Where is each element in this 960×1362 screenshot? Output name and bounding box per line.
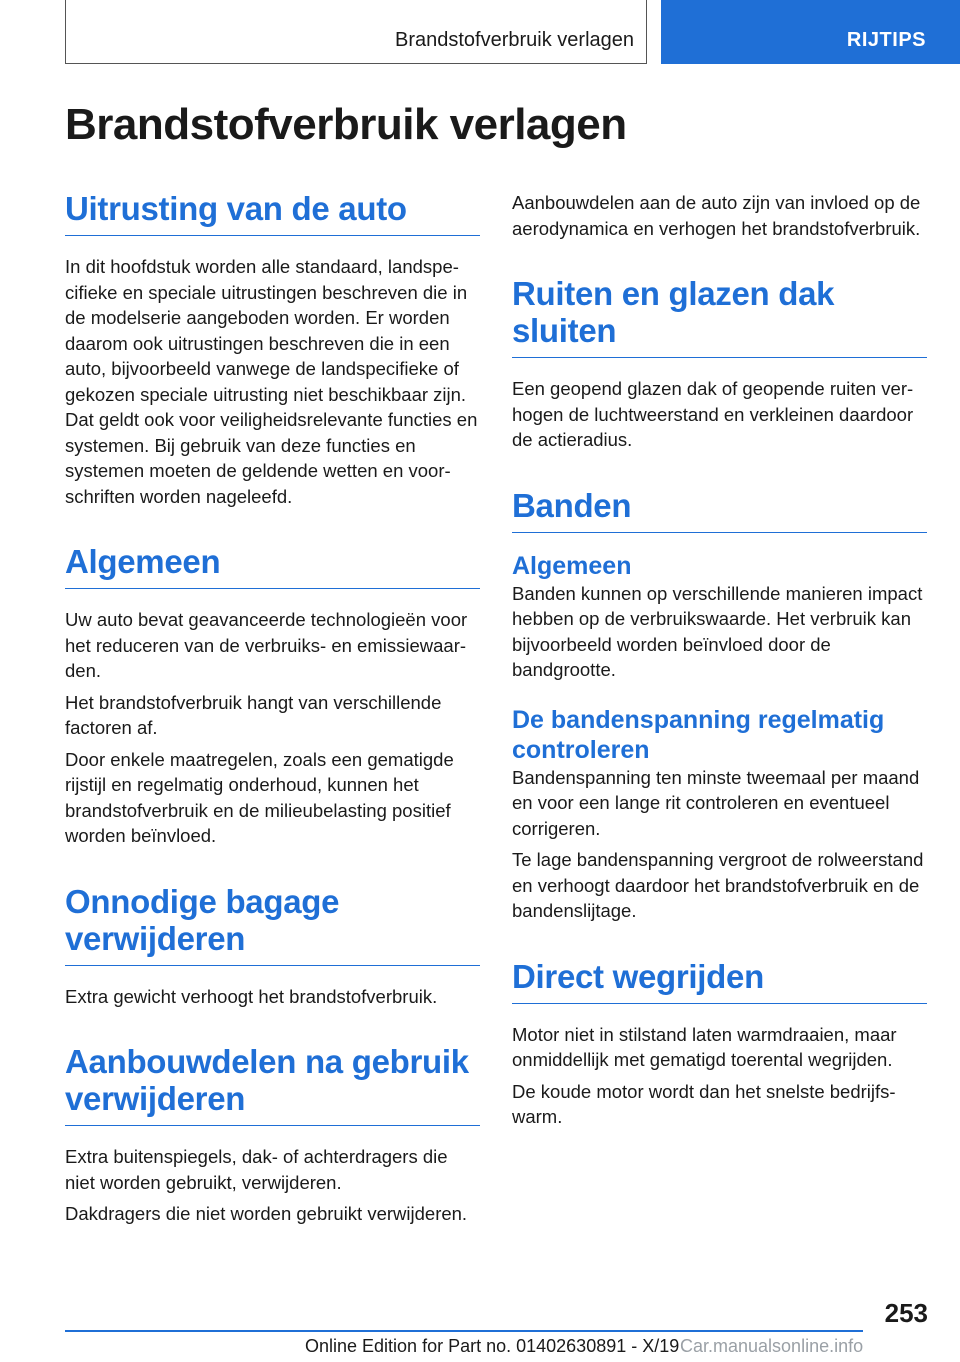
page-number: 253 bbox=[884, 1298, 928, 1328]
paragraph: Te lage bandenspanning vergroot de rolweerstand en verhoogt daardoor het brandstofverbruik en de bandenslijtage. bbox=[512, 849, 924, 921]
header-section-tab[interactable] bbox=[661, 0, 960, 64]
footer-edition-text: Online Edition for Part no. 01402630891 - X/19 bbox=[305, 1336, 680, 1356]
paragraph: De koude motor wordt dan het snelste bedrijfswarm. bbox=[512, 1080, 896, 1127]
paragraph: Door enkele maatregelen, zoals een gematigde rijstijl en regelmatig onderhoud, kunnen het brandstofverbruik en de milieubelasting positief worden beïnvloed. bbox=[65, 748, 454, 846]
paragraph: Dakdragers die niet worden gebruikt verwijderen. bbox=[65, 1203, 468, 1224]
paragraph: Extra buitenspiegels, dak- of achterdragers die niet worden gebruikt, verwijderen. bbox=[65, 1146, 448, 1193]
heading-algemeen: Algemeen bbox=[65, 543, 480, 589]
header-chapter-title: Brandstofverbruik verlagen bbox=[394, 29, 634, 51]
heading-aanbouwdelen: Aanbouwdelen na gebruik verwijderen bbox=[65, 1043, 480, 1126]
right-column bbox=[512, 190, 927, 1136]
footer-divider bbox=[65, 1330, 863, 1332]
header-chapter-tab bbox=[65, 0, 647, 64]
paragraph: Banden kunnen op verschillende manieren impact hebben op de verbruikswaarde. Het verbruik kan bijvoorbeeld worden beïnvloed door de bandgrootte. bbox=[512, 582, 923, 680]
left-column bbox=[65, 190, 480, 1233]
paragraph: Bandenspanning ten minste tweemaal per maand en voor een lange rit controleren en eventueel corrigeren. bbox=[512, 766, 920, 839]
heading-ruiten: Ruiten en glazen dak sluiten bbox=[512, 275, 927, 358]
heading-uitrusting: Uitrusting van de auto bbox=[65, 190, 480, 236]
page-title: Brandstofverbruik verlagen bbox=[65, 100, 627, 149]
subheading-bandenspanning: De bandenspanning regelmatig controleren bbox=[512, 705, 885, 764]
paragraph: Aanbouwdelen aan de auto zijn van invloed op de aerodynamica en verhogen het brandstofverbruik. bbox=[512, 192, 921, 239]
heading-direct-wegrijden: Direct wegrijden bbox=[512, 958, 927, 1004]
paragraph: Een geopend glazen dak of geopende ruiten verhogen de luchtweerstand en verkleinen daardoor de actieradius. bbox=[512, 378, 914, 450]
heading-banden: Banden bbox=[512, 487, 927, 533]
subheading-algemeen: Algemeen bbox=[512, 551, 632, 580]
paragraph: Uw auto bevat geavanceerde technologieën voor het reduceren van de verbruiks- en emissiewaarden. bbox=[65, 609, 468, 681]
paragraph: Motor niet in stilstand laten warmdraaien, maar onmiddellijk met gematigd toerental wegrijden. bbox=[512, 1023, 897, 1070]
paragraph: Het brandstofverbruik hangt van verschillende factoren af. bbox=[65, 691, 442, 738]
heading-onnodige-bagage: Onnodige bagage verwijderen bbox=[65, 883, 480, 966]
paragraph: Extra gewicht verhoogt het brandstofverbruik. bbox=[65, 985, 438, 1007]
footer-watermark[interactable]: Car.manualsonline.info bbox=[680, 1336, 864, 1356]
header-section-label: RIJTIPS bbox=[846, 29, 926, 51]
paragraph: In dit hoofdstuk worden alle standaard, landspecifieke en speciale uitrustingen beschreven die in de modelserie aangeboden worden. Er worden daarom ook uitrustingen beschreven die in een auto, bijvoorbeeld vanwege de landspecifieke of gekozen speciale uitrusting niet beschikbaar zijn. Dat geldt ook voor veiligheidsrelevante functies en systemen. Bij gebruik van deze functies en systemen moeten de geldende wetten en voorschriften worden nageleefd. bbox=[65, 256, 478, 507]
